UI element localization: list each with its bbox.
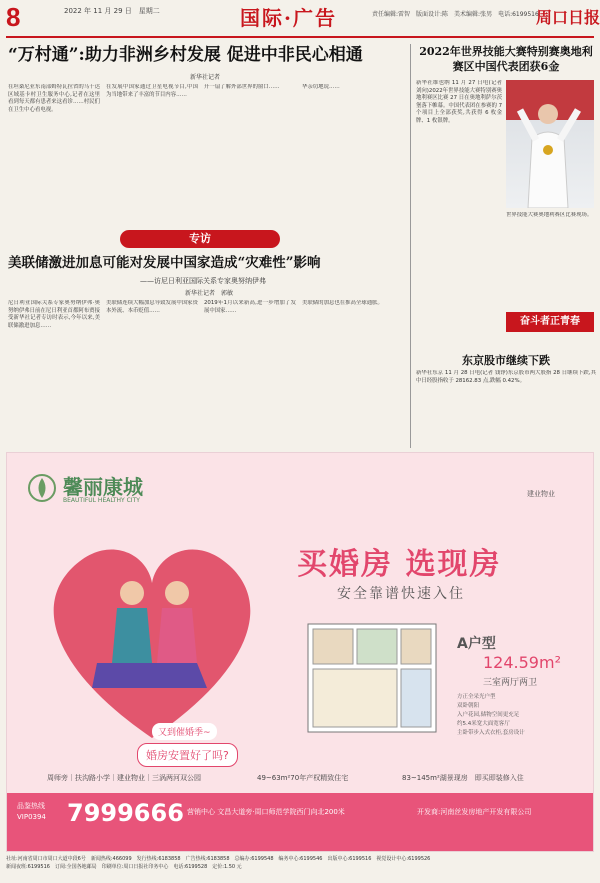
page-footer — [6, 855, 594, 881]
ad-size-2: 83~145m²湖景现房 即买即装修入住 — [402, 774, 524, 782]
feature-item: 主卧带步入式衣柜,套房设计 — [457, 730, 525, 736]
ad-contact-bar — [7, 793, 594, 852]
unit-area: 124.59m² — [483, 653, 561, 672]
ad-size-1: 49~63m²70年产权精致住宅 — [257, 774, 349, 782]
ad-bubble-1: 又到催婚季~ — [152, 723, 217, 740]
athlete-figure — [506, 80, 594, 208]
interview-col-1: 尼日利亚国际关系专家奥努纳伊弗·奥努纳伊弗日前在尼日利亚首都阿布贾接受新华社记者专访时表示,今年以来,美联储激进加息…… — [8, 300, 100, 329]
hotline-number: 7999666 — [67, 799, 184, 827]
stocks-body: 新华社东京 11 月 28 日电(记者 钱铮)东京股市两大股指 28 日继续下跌,其中日经股指收于 28162.83 点,跌幅 0.42%。 — [416, 370, 596, 384]
unit-label: A户型 — [457, 636, 496, 652]
interview-tag-label: 专访 — [189, 232, 211, 245]
ribbon-label: 奋斗者正青春 — [520, 316, 580, 327]
interview-tag — [120, 230, 280, 248]
ad-brand-en: BEAUTIFUL HEALTHY CITY — [63, 497, 140, 504]
flower-logo-icon — [27, 473, 57, 503]
youth-ribbon — [506, 312, 594, 332]
lead-col-2: 在发展中国家通过卫星电视节目,中国为当地带来了丰富的节目内容…… — [106, 84, 198, 98]
footer-line-2: 新闻夜班:6199516 订阅:全国各地邮局 印刷单位:周口日报社印务中心 电话:6199528 定价:1.50 元 — [6, 864, 242, 870]
unit-features — [457, 693, 587, 738]
editor-credits: 责任编辑:雷智 版面设计:陈 美术编辑:张男 电话:6199516 — [372, 11, 539, 18]
sales-address: 营销中心 文昌大道旁·周口师范学院西门向北200米 — [187, 808, 345, 816]
sports-body: 新华社维也纳 11 月 27 日电(记者 刘向)2022年世界技能大赛特别赛奥地利赛区比赛 27 日在奥地利萨尔茨堡落下帷幕。中国代表团在参赛的 7 个项目上全部获奖,共获得 6 枚金牌、1 枚银牌。 — [416, 80, 502, 124]
header-rule — [6, 36, 594, 38]
floor-plan-diagram — [307, 623, 437, 733]
interview-col-2: 美联储连续大幅加息导致发展中国家资本外流、本币贬值…… — [106, 300, 198, 314]
real-estate-ad — [6, 452, 594, 852]
feature-item: 约5.4米宽大面宽客厅 — [457, 721, 510, 727]
developer-company: 开发商:河南丝发房地产开发有限公司 — [417, 808, 532, 816]
ad-headline: 买婚房 选现房 — [297, 547, 502, 582]
hotline-label: 品鉴热线 — [17, 802, 45, 810]
athlete-photo — [506, 80, 594, 208]
lead-byline: 新华社记者 — [190, 74, 221, 81]
column-divider — [410, 44, 411, 448]
interview-col-3: 2019年1月以来新高,进一步增加了发展中国家…… — [204, 300, 296, 314]
hotline-vip: VIP0394 — [17, 813, 46, 821]
heart-couple-illustration — [37, 513, 267, 753]
ad-bubble-2: 婚房安置好了吗? — [137, 743, 238, 767]
lead-col-1: 在坦桑尼亚东南部姆特瓦拉省的乌干达区域基卡村卫生服务中心,记者在这里看到每天都有患者来这看诊……村民们在卫生中心看电视。 — [8, 84, 100, 113]
paper-logo: 周口日报 — [536, 8, 600, 27]
ad-developer: 建业物业 — [527, 490, 555, 498]
sports-headline: 2022年世界技能大赛特别赛奥地利赛区中国代表团获6金 — [419, 45, 593, 73]
feature-item: 入户花园,储物空间更充足 — [457, 712, 520, 718]
footer-line-1: 社址:河南省周口市周口大道中段6号 新闻热线:466099 发行热线:6183858 广告热线:6183858 总编办:6199548 编务中心:6199546 出版中心:6199516 视觉设计中心:6199526 — [6, 856, 431, 862]
page-number: 8 — [6, 2, 21, 32]
feature-item: 双卧朝阳 — [457, 703, 480, 709]
interview-subtitle: ——访尼日利亚国际关系专家奥努纳伊弗 — [140, 277, 266, 285]
issue-date: 2022 年 11 月 29 日 星期二 — [64, 7, 160, 15]
photo-caption: 世界技能大赛奥地利赛区比赛现场。 — [506, 212, 593, 218]
lead-col-3: 开一扇了解外部世界的窗口…… — [204, 84, 280, 90]
ad-slogan: 安全靠谱快速入住 — [337, 586, 465, 602]
ad-brand-name: 馨丽康城 — [63, 475, 143, 499]
unit-layout: 三室两厅两卫 — [483, 678, 538, 688]
section-title: 国际·广告 — [240, 6, 337, 30]
lead-col-4: 华亲切地说…… — [302, 84, 340, 90]
interview-col-4: 美联储的加息也在推高全球通胀。 — [302, 300, 383, 306]
ad-nearby: 周师旁｜扶沟路小学｜建业物业｜三涡两河双公园 — [47, 774, 201, 782]
masthead — [0, 0, 600, 40]
stocks-headline: 东京股市继续下跌 — [462, 354, 550, 367]
interview-byline: 新华社记者 郭敏 — [185, 290, 234, 297]
lead-headline: “万村通”:助力非洲乡村发展 促进中非民心相通 — [8, 45, 363, 65]
interview-headline: 美联储激进加息可能对发展中国家造成“灾难性”影响 — [8, 255, 321, 271]
feature-item: 方正全采光户型 — [457, 694, 496, 700]
